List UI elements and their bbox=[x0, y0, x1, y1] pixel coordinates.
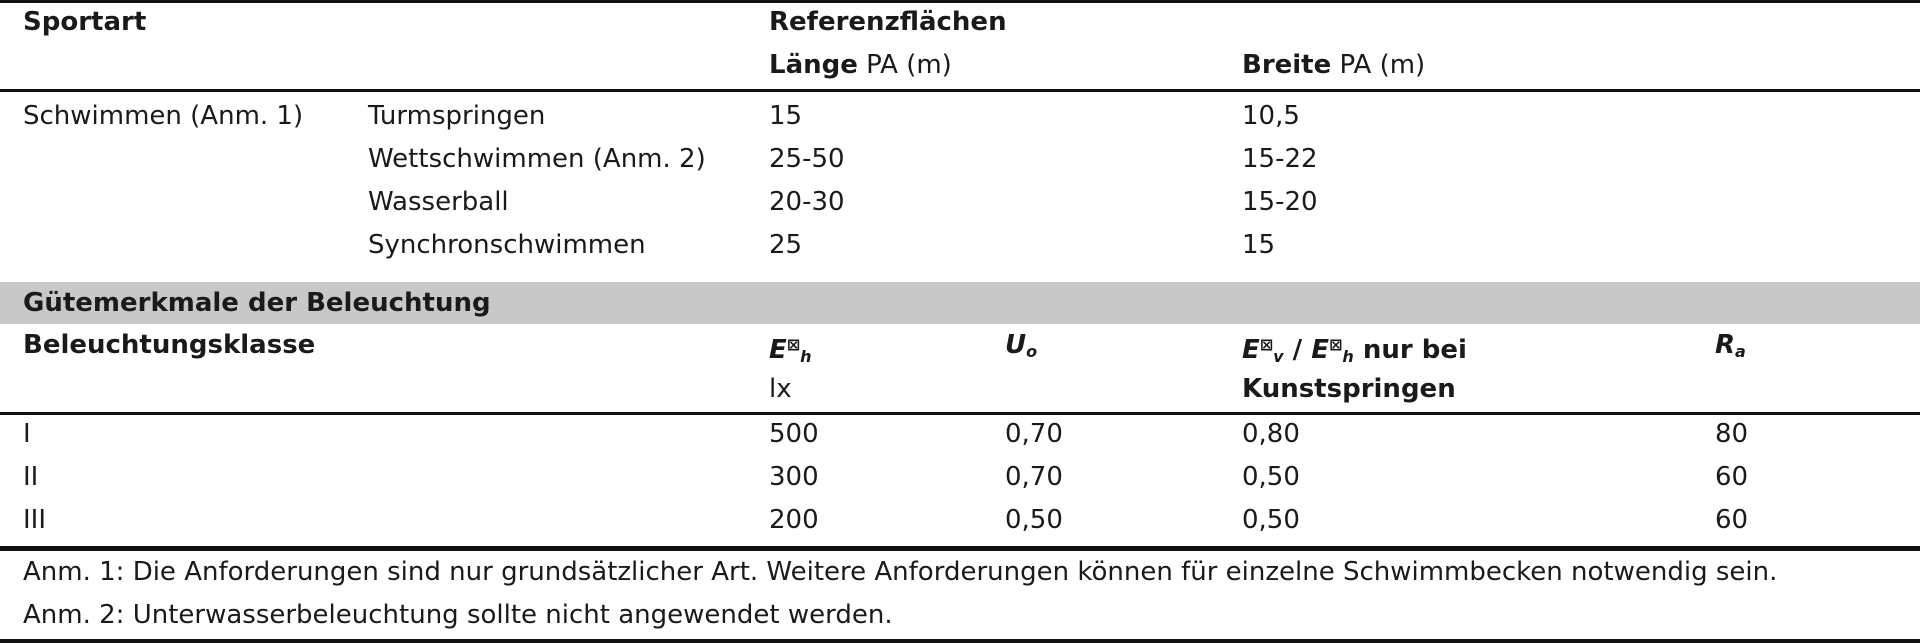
col-header-uo bbox=[1005, 330, 1037, 367]
col-header-ra bbox=[1715, 330, 1746, 367]
uo-cell: 0,70 bbox=[1005, 462, 1063, 492]
header-rule bbox=[0, 89, 1920, 92]
eh-unit: lx bbox=[769, 374, 792, 404]
sport-laenge: 25 bbox=[769, 230, 803, 260]
ra-cell: 60 bbox=[1715, 505, 1749, 535]
breite-label: Breite bbox=[1242, 50, 1332, 80]
ratio-text-line2: Kunstspringen bbox=[1242, 374, 1456, 404]
note-anm2: Anm. 2: Unterwasserbeleuchtung sollte nicht angewendet werden. bbox=[23, 600, 893, 630]
section-title: Gütemerkmale der Beleuchtung bbox=[23, 288, 491, 318]
laenge-unit: PA (m) bbox=[857, 50, 952, 80]
ra-cell: 80 bbox=[1715, 419, 1749, 449]
ratio-sub: h bbox=[1342, 347, 1354, 366]
notes-rule bbox=[0, 546, 1920, 551]
ra-sub: a bbox=[1735, 342, 1746, 361]
eh-cell: 300 bbox=[769, 462, 819, 492]
ratio-e-letter: E bbox=[1311, 335, 1329, 365]
ev-sub: v bbox=[1273, 347, 1284, 366]
ratio-cell: 0,50 bbox=[1242, 462, 1300, 492]
ev-letter: E bbox=[1242, 335, 1260, 365]
sport-laenge: 25-50 bbox=[769, 144, 845, 174]
klasse-cell: I bbox=[23, 419, 31, 449]
ra-symbol: R bbox=[1715, 330, 1736, 360]
laenge-label: Länge bbox=[769, 50, 858, 80]
uo-cell: 0,50 bbox=[1005, 505, 1063, 535]
ratio-sep: / bbox=[1283, 335, 1312, 365]
sport-breite: 15-20 bbox=[1242, 187, 1318, 217]
ratio-eh-symbol bbox=[1311, 335, 1354, 365]
uo-symbol: U bbox=[1005, 330, 1027, 360]
table-top-rule bbox=[0, 0, 1920, 3]
ratio-text: nur bei bbox=[1353, 335, 1467, 365]
table-bottom-rule bbox=[0, 639, 1920, 643]
eh-cell: 500 bbox=[769, 419, 819, 449]
ratio-sup: ⊠ bbox=[1328, 335, 1343, 354]
uo-sub: o bbox=[1026, 342, 1038, 361]
ev-symbol bbox=[1242, 335, 1284, 365]
sport-name: Wasserball bbox=[368, 187, 509, 217]
sport-breite: 15 bbox=[1242, 230, 1276, 260]
lighting-header-rule bbox=[0, 412, 1920, 415]
note-anm1: Anm. 1: Die Anforderungen sind nur grundsätzlicher Art. Weitere Anforderungen können für einzelne Schwimmbecken notwendig sein. bbox=[23, 557, 1778, 587]
ev-sup: ⊠ bbox=[1259, 335, 1274, 354]
ra-cell: 60 bbox=[1715, 462, 1749, 492]
ratio-cell: 0,80 bbox=[1242, 419, 1300, 449]
sport-breite: 10,5 bbox=[1242, 101, 1300, 131]
breite-unit: PA (m) bbox=[1331, 50, 1426, 80]
col-header-sportart: Sportart bbox=[23, 7, 147, 37]
klasse-cell: II bbox=[23, 462, 39, 492]
ratio-cell: 0,50 bbox=[1242, 505, 1300, 535]
eh-cell: 200 bbox=[769, 505, 819, 535]
uo-cell: 0,70 bbox=[1005, 419, 1063, 449]
sport-name: Synchronschwimmen bbox=[368, 230, 646, 260]
sport-laenge: 20-30 bbox=[769, 187, 845, 217]
sport-laenge: 15 bbox=[769, 101, 803, 131]
col-header-eh bbox=[769, 330, 812, 372]
sport-name: Wettschwimmen (Anm. 2) bbox=[368, 144, 706, 174]
col-header-referenzflaechen: Referenzflächen bbox=[769, 7, 1007, 37]
col-header-klasse: Beleuchtungsklasse bbox=[23, 330, 316, 360]
col-header-ratio bbox=[1242, 330, 1467, 372]
eh-sub: h bbox=[800, 347, 812, 366]
eh-symbol: E bbox=[769, 335, 787, 365]
klasse-cell: III bbox=[23, 505, 47, 535]
col-header-breite bbox=[1242, 50, 1425, 80]
sport-breite: 15-22 bbox=[1242, 144, 1318, 174]
sport-category: Schwimmen (Anm. 1) bbox=[23, 101, 304, 131]
sport-name: Turmspringen bbox=[368, 101, 546, 131]
eh-sup: ⊠ bbox=[786, 335, 801, 354]
col-header-laenge bbox=[769, 50, 952, 80]
